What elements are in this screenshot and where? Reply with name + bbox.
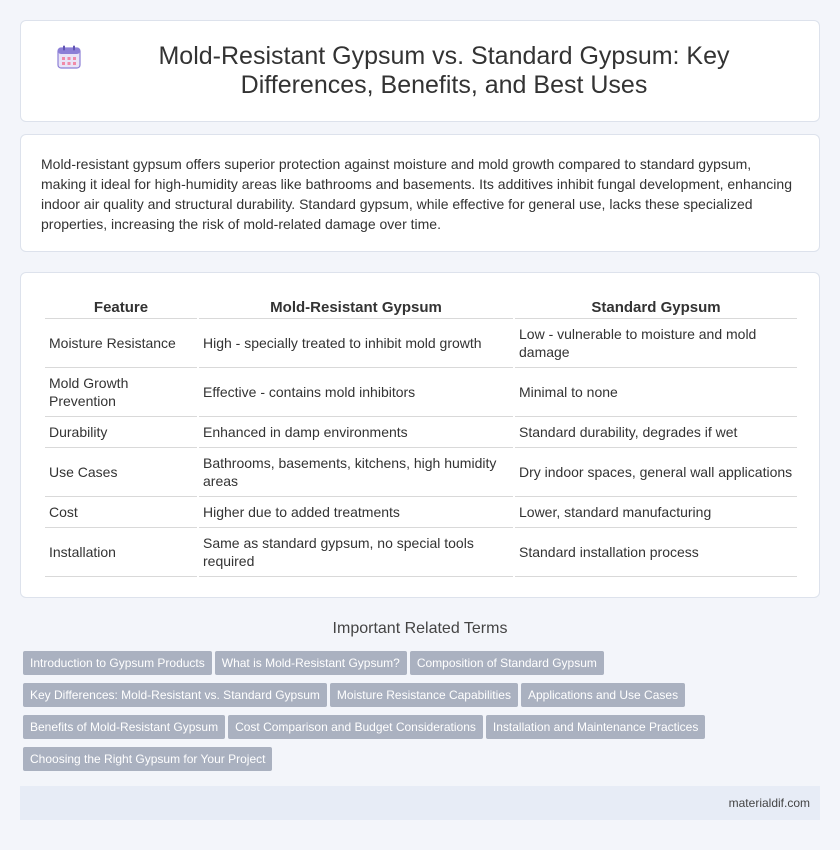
table-cell-standard: Lower, standard manufacturing	[515, 497, 797, 528]
table-cell-feature: Cost	[45, 497, 197, 528]
page-title: Mold-Resistant Gypsum vs. Standard Gypsum: Key Differences, Benefits, and Best Uses	[158, 42, 730, 99]
column-header-standard: Standard Gypsum	[515, 295, 797, 319]
comparison-table	[43, 295, 799, 577]
column-header-feature: Feature	[45, 295, 197, 319]
table-row	[45, 448, 797, 497]
table-row	[45, 497, 797, 528]
table-cell-mold-resistant: Bathrooms, basements, kitchens, high humidity areas	[199, 448, 513, 497]
calendar-icon	[56, 44, 82, 70]
related-term-tag[interactable]: Applications and Use Cases	[521, 683, 685, 707]
table-cell-feature: Use Cases	[45, 448, 197, 497]
table-cell-feature: Installation	[45, 528, 197, 577]
table-row	[45, 319, 797, 368]
related-term-tag[interactable]: Installation and Maintenance Practices	[486, 715, 705, 739]
related-term-tag[interactable]: Benefits of Mold-Resistant Gypsum	[23, 715, 225, 739]
table-row	[45, 368, 797, 417]
related-term-tag[interactable]: What is Mold-Resistant Gypsum?	[215, 651, 407, 675]
related-term-tag[interactable]: Key Differences: Mold-Resistant vs. Standard Gypsum	[23, 683, 327, 707]
table-cell-mold-resistant: Enhanced in damp environments	[199, 417, 513, 448]
column-header-mold-resistant: Mold-Resistant Gypsum	[199, 295, 513, 319]
table-cell-mold-resistant: Effective - contains mold inhibitors	[199, 368, 513, 417]
related-term-tag[interactable]: Moisture Resistance Capabilities	[330, 683, 518, 707]
table-cell-standard: Low - vulnerable to moisture and mold damage	[515, 319, 797, 368]
related-term-tag[interactable]: Composition of Standard Gypsum	[410, 651, 604, 675]
table-cell-mold-resistant: Higher due to added treatments	[199, 497, 513, 528]
related-term-tag[interactable]: Choosing the Right Gypsum for Your Project	[23, 747, 272, 771]
table-cell-feature: Durability	[45, 417, 197, 448]
table-row	[45, 528, 797, 577]
footer	[20, 786, 820, 820]
table-cell-standard: Dry indoor spaces, general wall applications	[515, 448, 797, 497]
table-cell-standard: Standard installation process	[515, 528, 797, 577]
footer-site-link[interactable]: materialdif.com	[728, 796, 810, 810]
table-header-row	[45, 295, 797, 319]
table-cell-mold-resistant: High - specially treated to inhibit mold growth	[199, 319, 513, 368]
comparison-table-card	[20, 272, 820, 598]
table-cell-feature: Mold Growth Prevention	[45, 368, 197, 417]
related-terms-list	[23, 651, 823, 779]
table-cell-standard: Standard durability, degrades if wet	[515, 417, 797, 448]
related-terms-heading: Important Related Terms	[332, 620, 508, 637]
intro-text: Mold-resistant gypsum offers superior protection against moisture and mold growth compared to standard gypsum, making it ideal for high-humidity areas like bathrooms and basements. Its additives inhibit fungal development, enhancing indoor air quality and structural durability. Standard gypsum, while effective for general use, lacks these specialized properties, increasing the risk of mold-related damage over time.	[41, 156, 792, 232]
table-cell-standard: Minimal to none	[515, 368, 797, 417]
table-row	[45, 417, 797, 448]
related-term-tag[interactable]: Introduction to Gypsum Products	[23, 651, 212, 675]
table-cell-feature: Moisture Resistance	[45, 319, 197, 368]
related-term-tag[interactable]: Cost Comparison and Budget Considerations	[228, 715, 483, 739]
header-card	[20, 20, 820, 122]
intro-card	[20, 134, 820, 252]
table-cell-mold-resistant: Same as standard gypsum, no special tools required	[199, 528, 513, 577]
